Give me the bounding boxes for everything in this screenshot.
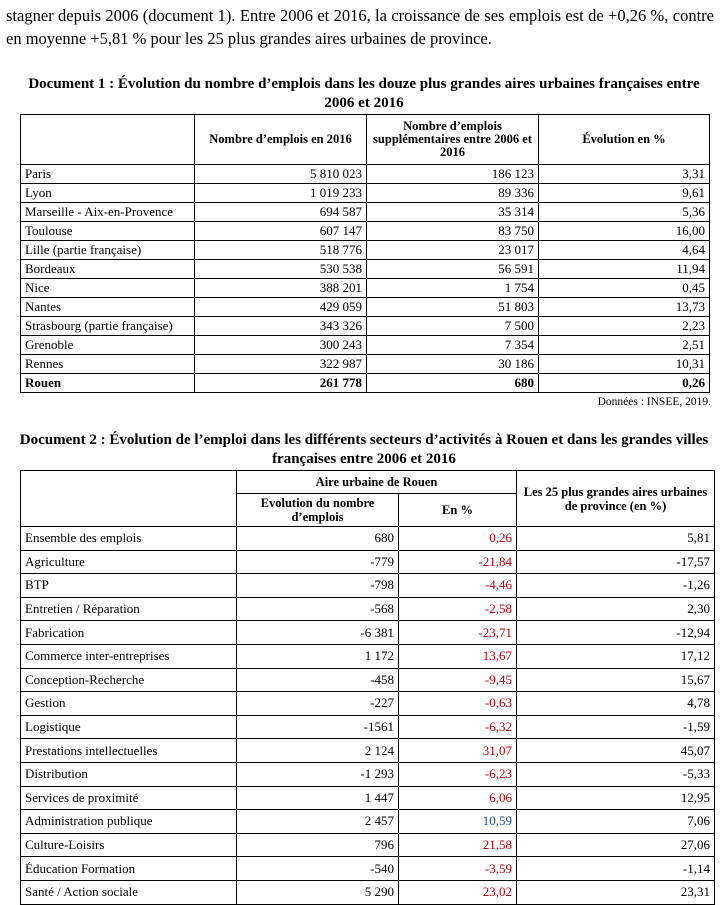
document-1-table: [20, 114, 710, 393]
table-row: [21, 786, 715, 810]
value-cell: 12,95: [517, 786, 715, 810]
value-cell: 388 201: [195, 279, 367, 298]
row-label-cell: Distribution: [21, 762, 237, 786]
value-cell: -9,45: [399, 668, 517, 692]
table-row: [21, 260, 710, 279]
row-label-cell: Éducation Formation: [21, 857, 237, 881]
value-cell: 429 059: [195, 298, 367, 317]
row-label-cell: Rouen: [21, 374, 195, 393]
table-row: [21, 762, 715, 786]
value-cell: 694 587: [195, 203, 367, 222]
document-1-title: Document 1 : Évolution du nombre d’emplois dans les douze plus grandes aires urbaines françaises entre 2006 et 2016: [28, 76, 700, 111]
value-cell: 5,36: [539, 203, 710, 222]
value-cell: 56 591: [367, 260, 539, 279]
value-cell: 13,73: [539, 298, 710, 317]
value-cell: 5,81: [517, 527, 715, 551]
value-cell: -6,32: [399, 715, 517, 739]
header-cell-jobs-2016: Nombre d’emplois en 2016: [195, 115, 367, 165]
header-cell-rouen-group: Aire urbaine de Rouen: [237, 471, 517, 494]
value-cell: -1561: [237, 715, 399, 739]
value-cell: 7 500: [367, 317, 539, 336]
value-cell: 51 803: [367, 298, 539, 317]
value-cell: -458: [237, 668, 399, 692]
value-cell: 17,12: [517, 644, 715, 668]
table-row: [21, 692, 715, 716]
value-cell: 1 019 233: [195, 184, 367, 203]
document-2-table: [20, 470, 715, 905]
value-cell: 680: [237, 527, 399, 551]
value-cell: -6 381: [237, 621, 399, 645]
value-cell: 343 326: [195, 317, 367, 336]
value-cell: -17,57: [517, 550, 715, 574]
value-cell: -3,59: [399, 857, 517, 881]
value-cell: 11,94: [539, 260, 710, 279]
row-label-cell: Lille (partie française): [21, 241, 195, 260]
value-cell: 2 124: [237, 739, 399, 763]
table-row: [21, 644, 715, 668]
value-cell: 530 538: [195, 260, 367, 279]
value-cell: 7 354: [367, 336, 539, 355]
row-label-cell: Agriculture: [21, 550, 237, 574]
value-cell: 27,06: [517, 833, 715, 857]
value-cell: 300 243: [195, 336, 367, 355]
value-cell: 680: [367, 374, 539, 393]
value-cell: 9,61: [539, 184, 710, 203]
value-cell: -5,33: [517, 762, 715, 786]
value-cell: 0,45: [539, 279, 710, 298]
value-cell: -0,63: [399, 692, 517, 716]
table-row: [21, 880, 715, 904]
value-cell: 10,59: [399, 810, 517, 834]
row-label-cell: Bordeaux: [21, 260, 195, 279]
table-row: [21, 833, 715, 857]
row-label-cell: Culture-Loisirs: [21, 833, 237, 857]
value-cell: -12,94: [517, 621, 715, 645]
row-label-cell: Prestations intellectuelles: [21, 739, 237, 763]
table-row: [21, 336, 710, 355]
row-label-cell: Ensemble des emplois: [21, 527, 237, 551]
value-cell: 23,02: [399, 880, 517, 904]
table-row: [21, 279, 710, 298]
value-cell: -227: [237, 692, 399, 716]
header-cell-additional-jobs: Nombre d’emplois supplémentaires entre 2006 et 2016: [367, 115, 539, 165]
value-cell: 4,78: [517, 692, 715, 716]
row-label-cell: Entretien / Réparation: [21, 597, 237, 621]
row-label-cell: Administration publique: [21, 810, 237, 834]
value-cell: 5 290: [237, 880, 399, 904]
value-cell: 31,07: [399, 739, 517, 763]
table-row: [21, 374, 710, 393]
table-row: [21, 355, 710, 374]
value-cell: 89 336: [367, 184, 539, 203]
value-cell: -1,26: [517, 574, 715, 598]
row-label-cell: Services de proximité: [21, 786, 237, 810]
row-label-cell: Grenoble: [21, 336, 195, 355]
value-cell: 0,26: [399, 527, 517, 551]
value-cell: 2 457: [237, 810, 399, 834]
value-cell: 607 147: [195, 222, 367, 241]
header-cell-25-cities: Les 25 plus grandes aires urbaines de province (en %): [517, 471, 715, 527]
value-cell: 0,26: [539, 374, 710, 393]
value-cell: 16,00: [539, 222, 710, 241]
table-row: [21, 857, 715, 881]
table-row: [21, 550, 715, 574]
value-cell: 15,67: [517, 668, 715, 692]
value-cell: -4,46: [399, 574, 517, 598]
row-label-cell: Strasbourg (partie française): [21, 317, 195, 336]
table-row: [21, 222, 710, 241]
table-row: [21, 574, 715, 598]
table-row: [21, 739, 715, 763]
data-source: Données : INSEE, 2019.: [597, 396, 711, 408]
row-label-cell: Santé / Action sociale: [21, 880, 237, 904]
table-header-row: [21, 115, 710, 165]
table-row: [21, 715, 715, 739]
value-cell: 2,30: [517, 597, 715, 621]
value-cell: 2,23: [539, 317, 710, 336]
value-cell: -2,58: [399, 597, 517, 621]
table-header-row: [21, 471, 715, 494]
row-label-cell: Toulouse: [21, 222, 195, 241]
row-label-cell: BTP: [21, 574, 237, 598]
value-cell: -21,84: [399, 550, 517, 574]
table-row: [21, 527, 715, 551]
value-cell: 5 810 023: [195, 165, 367, 184]
row-label-cell: Conception-Recherche: [21, 668, 237, 692]
intro-paragraph: stagner depuis 2006 (document 1). Entre 2006 et 2016, la croissance de ses emplois est de +0,26 %, contre en moyenne +5,81 % pour les 25 plus grandes aires urbaines de province.: [6, 6, 714, 48]
row-label-cell: Rennes: [21, 355, 195, 374]
row-label-cell: Nice: [21, 279, 195, 298]
value-cell: -568: [237, 597, 399, 621]
value-cell: 45,07: [517, 739, 715, 763]
table-row: [21, 621, 715, 645]
value-cell: 13,67: [399, 644, 517, 668]
value-cell: 1 447: [237, 786, 399, 810]
value-cell: 23,31: [517, 880, 715, 904]
value-cell: 1 754: [367, 279, 539, 298]
value-cell: 261 778: [195, 374, 367, 393]
value-cell: -1,14: [517, 857, 715, 881]
value-cell: 518 776: [195, 241, 367, 260]
value-cell: 35 314: [367, 203, 539, 222]
value-cell: 1 172: [237, 644, 399, 668]
value-cell: -23,71: [399, 621, 517, 645]
table-row: [21, 317, 710, 336]
header-cell-empty: [21, 471, 237, 527]
row-label-cell: Lyon: [21, 184, 195, 203]
value-cell: -6,23: [399, 762, 517, 786]
value-cell: 30 186: [367, 355, 539, 374]
table-row: [21, 668, 715, 692]
value-cell: 186 123: [367, 165, 539, 184]
value-cell: -779: [237, 550, 399, 574]
document-2-title: Document 2 : Évolution de l’emploi dans les différents secteurs d’activités à Rouen et dans les grandes villes françaises entre 2006 et 2016: [19, 432, 709, 467]
value-cell: 23 017: [367, 241, 539, 260]
row-label-cell: Marseille - Aix-en-Provence: [21, 203, 195, 222]
value-cell: 2,51: [539, 336, 710, 355]
header-cell-empty: [21, 115, 195, 165]
row-label-cell: Commerce inter-entreprises: [21, 644, 237, 668]
value-cell: 6,06: [399, 786, 517, 810]
header-cell-evolution-count: Evolution du nombre d’emplois: [237, 494, 399, 527]
value-cell: 3,31: [539, 165, 710, 184]
table-row: [21, 298, 710, 317]
table-row: [21, 165, 710, 184]
value-cell: 21,58: [399, 833, 517, 857]
row-label-cell: Gestion: [21, 692, 237, 716]
value-cell: 796: [237, 833, 399, 857]
row-label-cell: Nantes: [21, 298, 195, 317]
table-row: [21, 203, 710, 222]
table-row: [21, 241, 710, 260]
table-row: [21, 597, 715, 621]
row-label-cell: Logistique: [21, 715, 237, 739]
table-row: [21, 184, 710, 203]
value-cell: 4,64: [539, 241, 710, 260]
value-cell: -798: [237, 574, 399, 598]
table-row: [21, 810, 715, 834]
value-cell: 10,31: [539, 355, 710, 374]
row-label-cell: Fabrication: [21, 621, 237, 645]
value-cell: -1,59: [517, 715, 715, 739]
header-cell-percent: En %: [399, 494, 517, 527]
value-cell: 322 987: [195, 355, 367, 374]
value-cell: -1 293: [237, 762, 399, 786]
value-cell: 7,06: [517, 810, 715, 834]
row-label-cell: Paris: [21, 165, 195, 184]
value-cell: -540: [237, 857, 399, 881]
value-cell: 83 750: [367, 222, 539, 241]
header-cell-evolution: Évolution en %: [539, 115, 710, 165]
